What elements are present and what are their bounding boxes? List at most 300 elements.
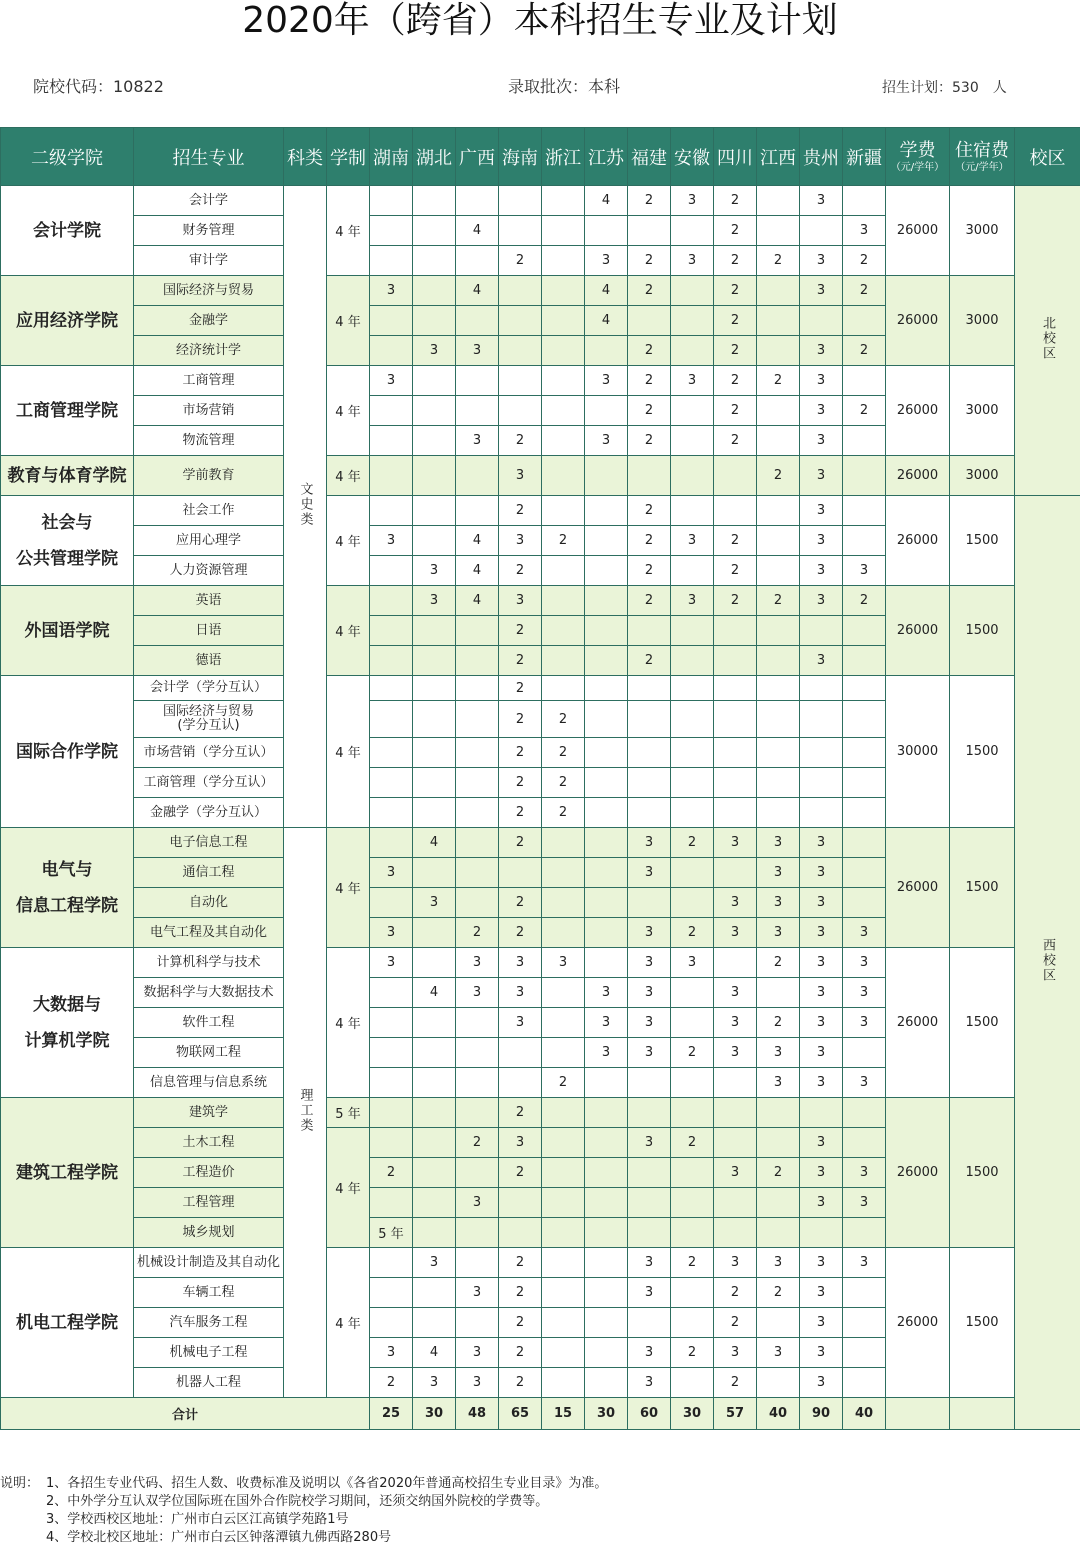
quota-cell — [843, 526, 886, 556]
quota-cell — [843, 1278, 886, 1308]
dorm-fee-cell: 1500 — [950, 948, 1015, 1098]
quota-cell: 3 — [456, 426, 499, 456]
major-name: 日语 — [134, 616, 284, 646]
quota-cell — [585, 1308, 628, 1338]
quota-cell — [585, 948, 628, 978]
quota-cell — [370, 1128, 413, 1158]
table-row — [1, 276, 1080, 306]
major-name: 国际经济与贸易 (学分互认) — [134, 701, 284, 738]
quota-cell: 2 — [714, 216, 757, 246]
quota-cell — [370, 768, 413, 798]
quota-cell: 3 — [413, 1368, 456, 1398]
quota-cell: 3 — [585, 1038, 628, 1068]
quota-cell — [628, 1158, 671, 1188]
duration-cell: 5 年 — [327, 1098, 370, 1128]
quota-cell — [843, 1038, 886, 1068]
quota-cell: 3 — [757, 918, 800, 948]
quota-cell — [671, 396, 714, 426]
header-major: 招生专业 — [134, 128, 284, 186]
quota-cell — [714, 676, 757, 701]
header-province: 江西 — [757, 128, 800, 186]
major-name: 人力资源管理 — [134, 556, 284, 586]
quota-cell: 3 — [757, 1038, 800, 1068]
quota-cell — [499, 366, 542, 396]
quota-cell — [456, 1218, 499, 1248]
duration-cell: 4 年 — [327, 676, 370, 828]
quota-cell — [370, 1068, 413, 1098]
quota-cell: 3 — [628, 858, 671, 888]
quota-cell — [585, 456, 628, 496]
quota-cell — [757, 1218, 800, 1248]
table-header-row — [1, 128, 1080, 186]
quota-cell — [628, 768, 671, 798]
quota-cell — [671, 1218, 714, 1248]
major-name: 机器人工程 — [134, 1368, 284, 1398]
college-name: 国际合作学院 — [1, 676, 134, 828]
quota-cell — [671, 676, 714, 701]
quota-cell — [800, 1218, 843, 1248]
college-name: 外国语学院 — [1, 586, 134, 676]
quota-cell: 4 — [585, 186, 628, 216]
quota-cell — [456, 246, 499, 276]
quota-cell: 2 — [542, 738, 585, 768]
duration-cell: 4 年 — [327, 948, 370, 1098]
quota-cell: 2 — [499, 798, 542, 828]
quota-cell — [757, 616, 800, 646]
total-row — [1, 1398, 1080, 1430]
quota-cell — [499, 396, 542, 426]
quota-cell: 2 — [628, 336, 671, 366]
category-cell — [284, 828, 327, 1398]
quota-cell: 3 — [800, 586, 843, 616]
quota-cell: 3 — [843, 978, 886, 1008]
quota-cell: 3 — [800, 1068, 843, 1098]
dorm-fee-cell: 3000 — [950, 276, 1015, 366]
quota-cell: 2 — [757, 246, 800, 276]
quota-cell: 2 — [628, 396, 671, 426]
header-college: 二级学院 — [1, 128, 134, 186]
quota-cell — [843, 798, 886, 828]
quota-cell: 3 — [714, 1008, 757, 1038]
quota-cell — [370, 1248, 413, 1278]
total-quota-cell: 30 — [671, 1398, 714, 1430]
quota-cell: 2 — [456, 1128, 499, 1158]
dorm-fee-cell: 3000 — [950, 186, 1015, 276]
quota-cell — [456, 1248, 499, 1278]
header-category: 科类 — [284, 128, 327, 186]
quota-cell — [628, 216, 671, 246]
quota-cell — [542, 456, 585, 496]
quota-cell: 3 — [671, 586, 714, 616]
header-province: 湖北 — [413, 128, 456, 186]
quota-cell — [542, 676, 585, 701]
quota-cell — [542, 186, 585, 216]
total-quota-cell: 30 — [585, 1398, 628, 1430]
quota-cell — [542, 276, 585, 306]
quota-cell — [843, 1308, 886, 1338]
category-cell — [284, 186, 327, 828]
quota-cell — [800, 616, 843, 646]
quota-cell — [757, 1128, 800, 1158]
quota-cell — [671, 216, 714, 246]
quota-cell: 4 — [456, 276, 499, 306]
quota-cell — [671, 1368, 714, 1398]
quota-cell — [671, 496, 714, 526]
quota-cell: 3 — [456, 948, 499, 978]
table-row — [1, 496, 1080, 526]
quota-cell — [757, 306, 800, 336]
quota-cell — [370, 828, 413, 858]
total-quota-cell: 60 — [628, 1398, 671, 1430]
quota-cell — [370, 646, 413, 676]
tuition-cell: 26000 — [886, 366, 950, 456]
table-row — [1, 1098, 1080, 1128]
college-name: 社会与 公共管理学院 — [1, 496, 134, 586]
quota-cell: 2 — [714, 586, 757, 616]
quota-cell: 2 — [714, 526, 757, 556]
quota-cell — [456, 1068, 499, 1098]
total-dorm-empty — [950, 1398, 1015, 1430]
quota-cell: 3 — [800, 1158, 843, 1188]
quota-cell: 3 — [757, 888, 800, 918]
quota-cell: 2 — [843, 276, 886, 306]
college-name: 工商管理学院 — [1, 366, 134, 456]
quota-cell: 3 — [843, 1158, 886, 1188]
quota-cell: 2 — [499, 646, 542, 676]
quota-cell — [671, 768, 714, 798]
major-name: 信息管理与信息系统 — [134, 1068, 284, 1098]
quota-cell — [628, 1218, 671, 1248]
quota-cell — [585, 1128, 628, 1158]
major-name: 社会工作 — [134, 496, 284, 526]
quota-cell: 2 — [499, 426, 542, 456]
quota-cell — [843, 828, 886, 858]
quota-cell — [628, 306, 671, 336]
quota-cell — [628, 1068, 671, 1098]
quota-cell — [370, 798, 413, 828]
header-tuition-unit: （元/学年） — [886, 162, 949, 173]
quota-cell — [714, 798, 757, 828]
college-name: 大数据与 计算机学院 — [1, 948, 134, 1098]
quota-cell — [413, 1128, 456, 1158]
quota-cell: 4 — [413, 978, 456, 1008]
table-row — [1, 186, 1080, 216]
tuition-cell: 26000 — [886, 948, 950, 1098]
college-name: 会计学院 — [1, 186, 134, 276]
quota-cell — [628, 676, 671, 701]
major-name: 市场营销 — [134, 396, 284, 426]
quota-cell — [413, 701, 456, 738]
campus-label: 西校区 — [1038, 938, 1057, 983]
quota-cell — [413, 246, 456, 276]
quota-cell: 3 — [628, 1128, 671, 1158]
quota-cell — [585, 616, 628, 646]
quota-cell: 2 — [499, 701, 542, 738]
tuition-cell: 26000 — [886, 456, 950, 496]
quota-cell — [413, 216, 456, 246]
major-name: 工商管理 — [134, 366, 284, 396]
quota-cell: 3 — [671, 246, 714, 276]
quota-cell — [757, 276, 800, 306]
table-row — [1, 676, 1080, 701]
quota-cell — [413, 1308, 456, 1338]
quota-cell: 3 — [800, 426, 843, 456]
quota-cell — [542, 1128, 585, 1158]
note-text: 1、各招生专业代码、招生人数、收费标准及说明以《各省2020年普通高校招生专业目录》为准。 — [46, 1476, 607, 1491]
quota-cell: 3 — [585, 366, 628, 396]
quota-cell — [585, 1278, 628, 1308]
quota-cell — [585, 396, 628, 426]
table-row — [1, 828, 1080, 858]
quota-cell — [714, 1128, 757, 1158]
quota-cell: 2 — [757, 586, 800, 616]
quota-cell — [843, 701, 886, 738]
major-name: 财务管理 — [134, 216, 284, 246]
dorm-fee-cell: 1500 — [950, 496, 1015, 586]
quota-cell — [757, 798, 800, 828]
college-name: 机电工程学院 — [1, 1248, 134, 1398]
quota-cell — [370, 246, 413, 276]
college-name: 建筑工程学院 — [1, 1098, 134, 1248]
quota-cell — [456, 738, 499, 768]
quota-cell: 3 — [800, 1248, 843, 1278]
quota-cell: 3 — [585, 1008, 628, 1038]
quota-cell: 2 — [671, 828, 714, 858]
quota-cell — [413, 496, 456, 526]
quota-cell: 3 — [456, 1368, 499, 1398]
quota-cell — [542, 1338, 585, 1368]
quota-cell: 2 — [757, 1158, 800, 1188]
table-row — [1, 1248, 1080, 1278]
header-province: 贵州 — [800, 128, 843, 186]
campus-cell — [1015, 186, 1080, 496]
duration-cell: 4 年 — [327, 1248, 370, 1398]
quota-cell: 2 — [671, 1038, 714, 1068]
quota-cell — [456, 888, 499, 918]
tuition-cell: 26000 — [886, 276, 950, 366]
quota-cell — [370, 456, 413, 496]
header-tuition — [886, 128, 950, 186]
quota-cell: 3 — [714, 828, 757, 858]
quota-cell — [542, 828, 585, 858]
quota-cell — [456, 186, 499, 216]
quota-cell: 2 — [499, 556, 542, 586]
quota-cell — [757, 186, 800, 216]
quota-cell — [671, 556, 714, 586]
major-name: 工程管理 — [134, 1188, 284, 1218]
quota-cell — [585, 828, 628, 858]
quota-cell: 3 — [800, 1368, 843, 1398]
quota-cell — [843, 888, 886, 918]
quota-cell — [671, 1068, 714, 1098]
quota-cell: 3 — [671, 366, 714, 396]
quota-cell — [628, 1188, 671, 1218]
quota-cell — [585, 1188, 628, 1218]
quota-cell — [757, 496, 800, 526]
quota-cell: 2 — [499, 1098, 542, 1128]
major-name: 市场营销（学分互认） — [134, 738, 284, 768]
quota-cell — [456, 701, 499, 738]
quota-cell: 3 — [671, 948, 714, 978]
header-dorm — [950, 128, 1015, 186]
quota-cell — [800, 306, 843, 336]
quota-cell — [585, 646, 628, 676]
tuition-cell: 26000 — [886, 1098, 950, 1248]
quota-cell: 2 — [843, 246, 886, 276]
quota-cell — [585, 701, 628, 738]
quota-cell: 2 — [757, 948, 800, 978]
quota-cell: 3 — [800, 858, 843, 888]
quota-cell: 3 — [370, 948, 413, 978]
quota-cell — [370, 1308, 413, 1338]
quota-cell — [671, 738, 714, 768]
duration-cell: 4 年 — [327, 586, 370, 676]
header-province: 浙江 — [542, 128, 585, 186]
quota-cell — [714, 616, 757, 646]
dorm-fee-cell: 1500 — [950, 1248, 1015, 1398]
note-text: 4、学校北校区地址：广州市白云区钟落潭镇九佛西路280号 — [46, 1530, 391, 1545]
quota-cell: 2 — [714, 336, 757, 366]
quota-cell — [671, 1008, 714, 1038]
quota-cell — [413, 1278, 456, 1308]
quota-cell: 2 — [714, 1368, 757, 1398]
quota-cell: 2 — [714, 246, 757, 276]
quota-cell — [456, 858, 499, 888]
quota-cell: 2 — [542, 798, 585, 828]
quota-cell: 3 — [628, 1038, 671, 1068]
quota-cell — [628, 888, 671, 918]
quota-cell — [843, 366, 886, 396]
quota-cell: 3 — [671, 186, 714, 216]
quota-cell — [542, 1158, 585, 1188]
quota-cell: 2 — [499, 676, 542, 701]
quota-cell — [843, 676, 886, 701]
quota-cell: 2 — [542, 1068, 585, 1098]
quota-cell — [628, 798, 671, 828]
quota-cell: 3 — [800, 918, 843, 948]
college-name: 教育与体育学院 — [1, 456, 134, 496]
major-name: 城乡规划 — [134, 1218, 284, 1248]
quota-cell: 3 — [714, 1248, 757, 1278]
dorm-fee-cell: 3000 — [950, 366, 1015, 456]
quota-cell: 4 — [413, 828, 456, 858]
quota-cell: 4 — [413, 1338, 456, 1368]
quota-cell — [585, 1368, 628, 1398]
quota-cell — [542, 1098, 585, 1128]
major-name: 机械设计制造及其自动化 — [134, 1248, 284, 1278]
quota-cell: 2 — [499, 246, 542, 276]
table-row — [1, 366, 1080, 396]
quota-cell — [370, 1278, 413, 1308]
quota-cell — [413, 1068, 456, 1098]
quota-cell: 2 — [628, 246, 671, 276]
quota-cell — [542, 1188, 585, 1218]
quota-cell: 3 — [456, 1338, 499, 1368]
quota-cell: 3 — [628, 1278, 671, 1308]
quota-cell: 2 — [714, 396, 757, 426]
quota-cell — [370, 616, 413, 646]
quota-cell — [843, 646, 886, 676]
quota-cell — [370, 1098, 413, 1128]
quota-cell — [628, 616, 671, 646]
quota-cell: 3 — [800, 396, 843, 426]
quota-cell: 3 — [800, 336, 843, 366]
quota-cell: 2 — [671, 918, 714, 948]
quota-cell — [843, 186, 886, 216]
school-code: 院校代码：10822 — [33, 74, 164, 97]
quota-cell — [413, 1038, 456, 1068]
quota-cell — [413, 526, 456, 556]
quota-cell — [843, 1368, 886, 1398]
quota-cell — [413, 456, 456, 496]
quota-cell — [585, 496, 628, 526]
quota-cell — [671, 276, 714, 306]
quota-cell: 3 — [628, 1338, 671, 1368]
major-name: 建筑学 — [134, 1098, 284, 1128]
category-label: 理工类 — [296, 1088, 315, 1133]
quota-cell — [714, 646, 757, 676]
major-name: 车辆工程 — [134, 1278, 284, 1308]
quota-cell: 4 — [456, 526, 499, 556]
campus-cell — [1015, 496, 1080, 1430]
quota-cell — [800, 701, 843, 738]
quota-cell — [671, 858, 714, 888]
quota-cell — [843, 1128, 886, 1158]
quota-cell: 3 — [800, 1338, 843, 1368]
dorm-fee-cell: 1500 — [950, 1098, 1015, 1248]
table-row — [1, 456, 1080, 496]
quota-cell: 3 — [413, 1248, 456, 1278]
quota-cell — [757, 526, 800, 556]
quota-cell — [542, 366, 585, 396]
quota-cell: 2 — [628, 556, 671, 586]
quota-cell: 3 — [800, 186, 843, 216]
major-name: 经济统计学 — [134, 336, 284, 366]
major-name: 学前教育 — [134, 456, 284, 496]
quota-cell: 2 — [370, 1158, 413, 1188]
major-name: 工商管理（学分互认） — [134, 768, 284, 798]
quota-cell — [370, 586, 413, 616]
quota-cell: 3 — [800, 1008, 843, 1038]
quota-cell — [370, 186, 413, 216]
quota-cell — [413, 676, 456, 701]
quota-cell — [585, 1098, 628, 1128]
duration-cell: 4 年 — [327, 276, 370, 366]
quota-cell — [542, 1038, 585, 1068]
quota-cell — [370, 701, 413, 738]
quota-cell: 2 — [843, 586, 886, 616]
quota-cell — [628, 738, 671, 768]
quota-cell — [370, 888, 413, 918]
quota-cell — [499, 186, 542, 216]
total-quota-cell: 25 — [370, 1398, 413, 1430]
quota-cell — [413, 798, 456, 828]
major-name: 工程造价 — [134, 1158, 284, 1188]
major-name: 英语 — [134, 586, 284, 616]
quota-cell — [413, 276, 456, 306]
quota-cell — [714, 768, 757, 798]
duration-cell: 4 年 — [327, 186, 370, 276]
major-name: 应用心理学 — [134, 526, 284, 556]
quota-cell — [585, 216, 628, 246]
table-body — [1, 186, 1080, 1430]
quota-cell — [671, 888, 714, 918]
quota-cell — [757, 1098, 800, 1128]
quota-cell — [671, 616, 714, 646]
quota-cell: 3 — [370, 526, 413, 556]
quota-cell — [499, 336, 542, 366]
quota-cell: 3 — [585, 426, 628, 456]
